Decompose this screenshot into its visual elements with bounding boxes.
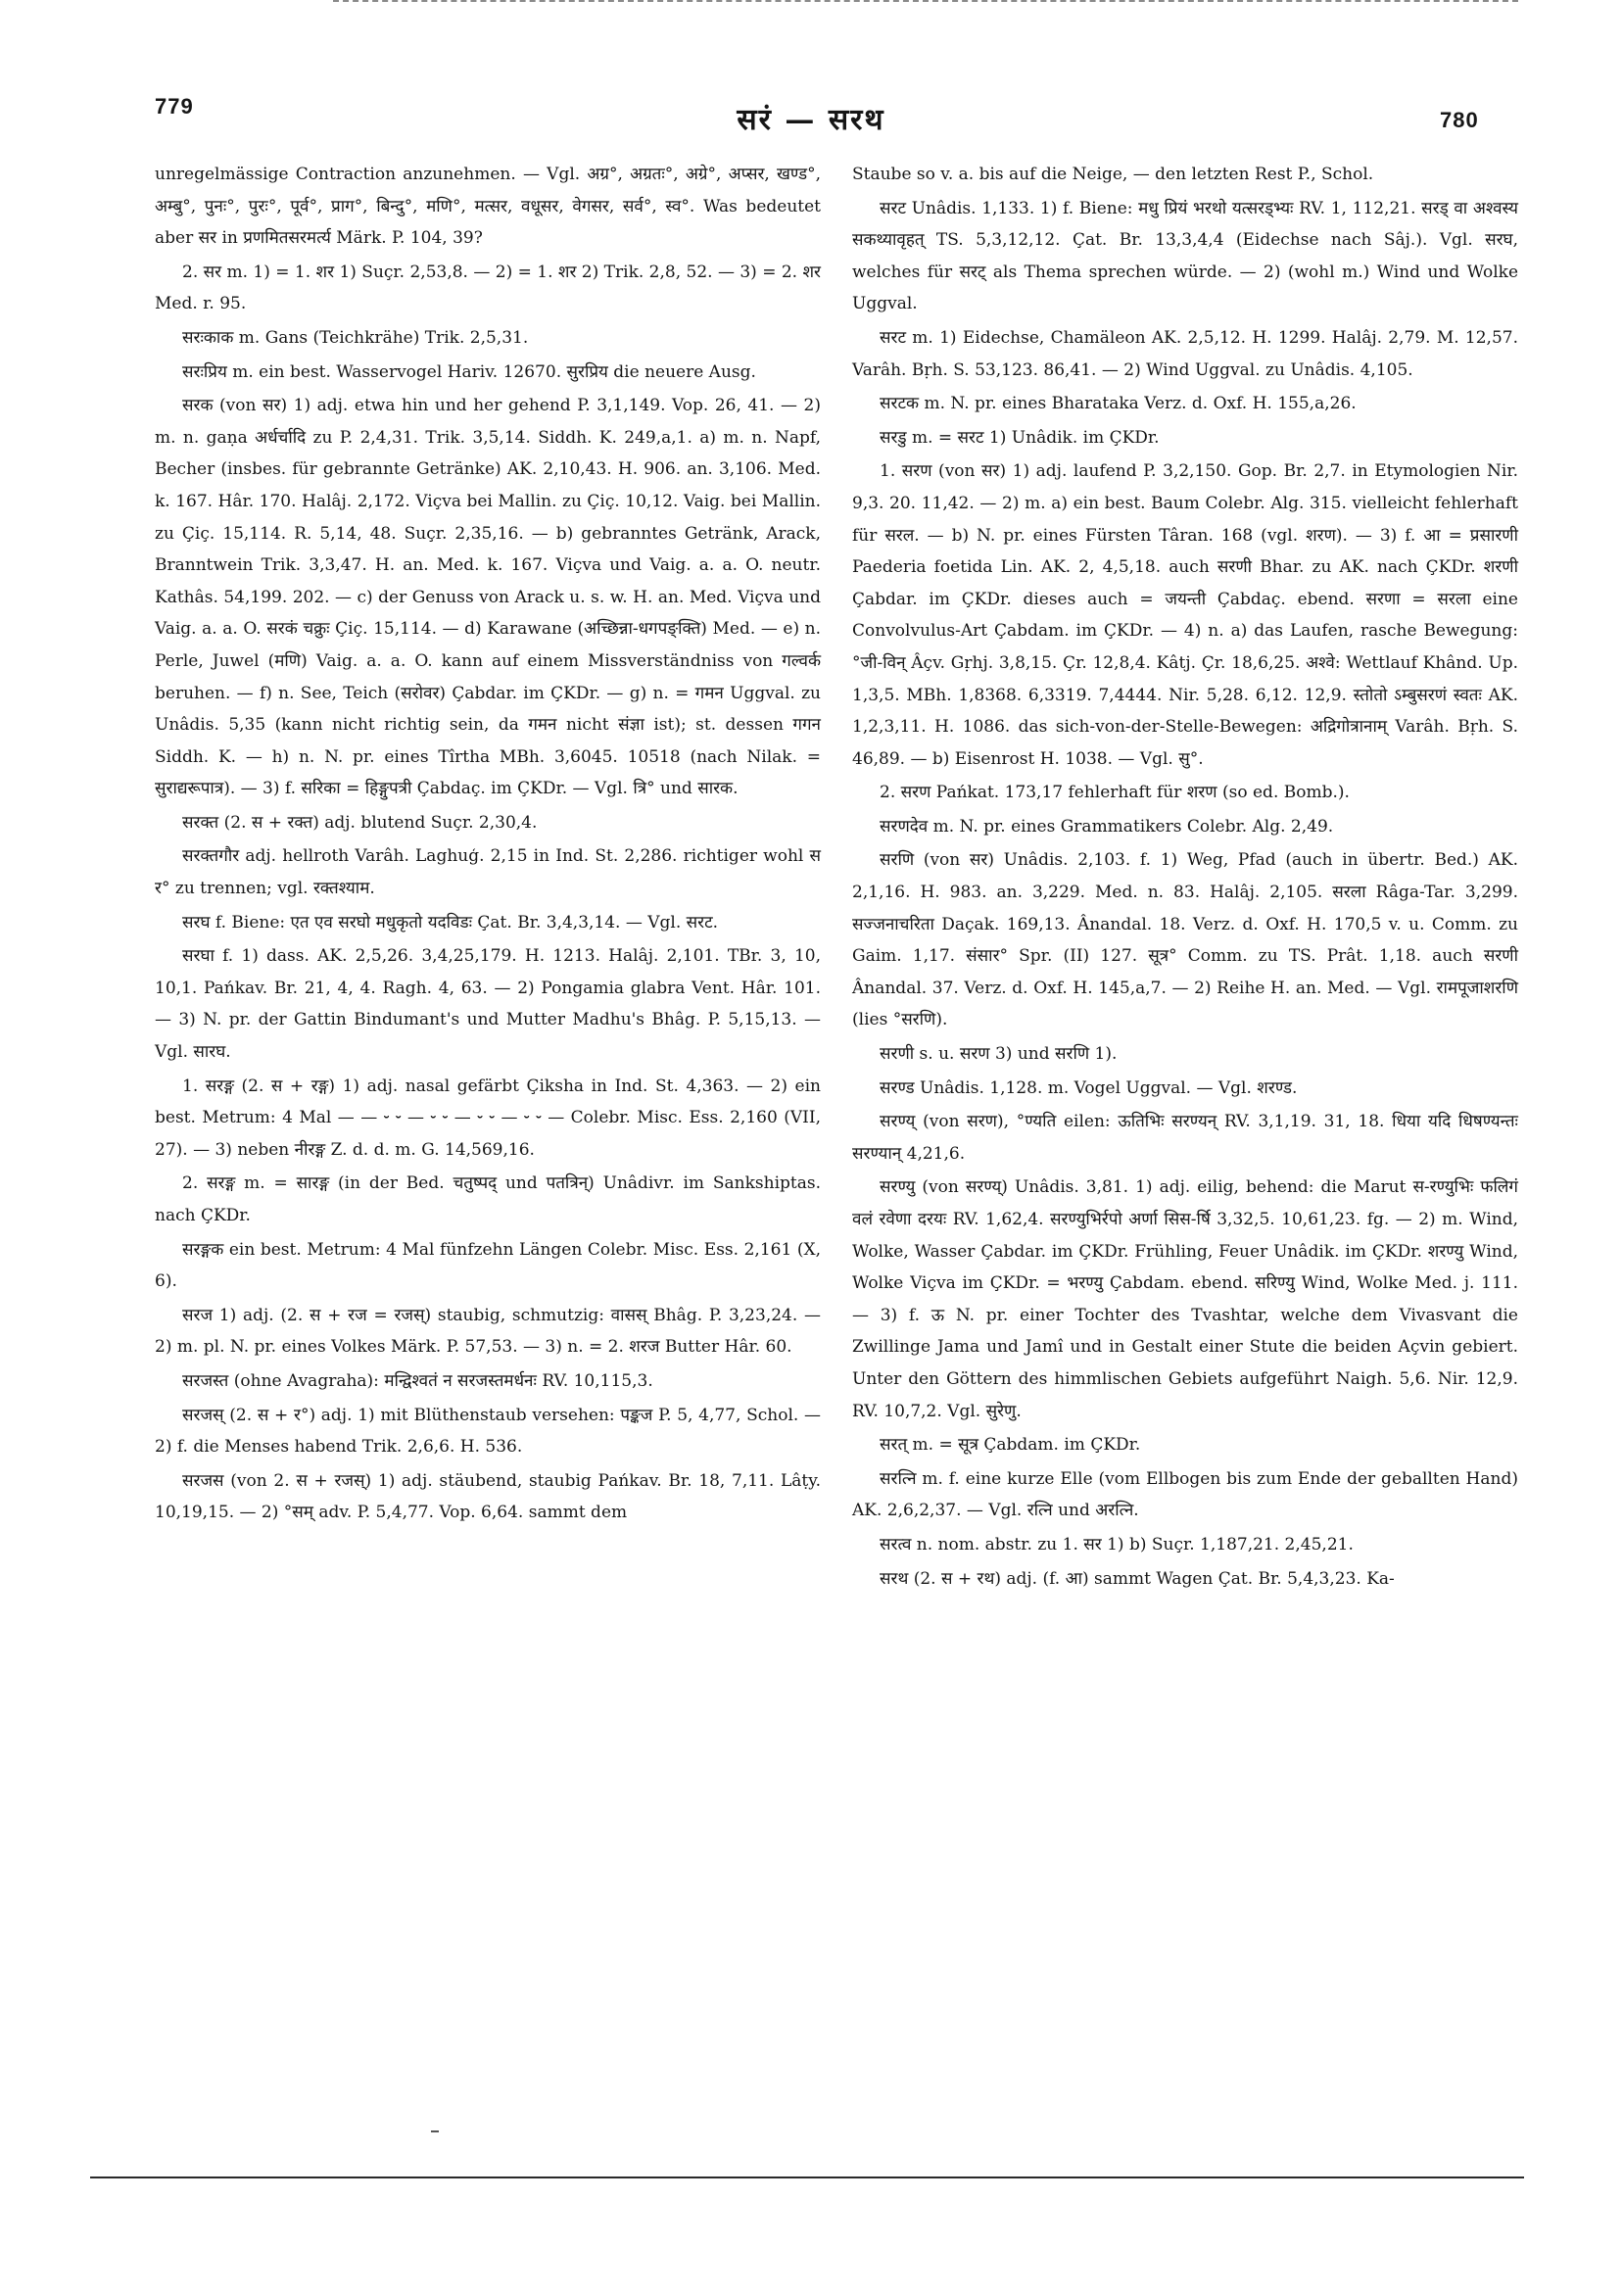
page-header bbox=[0, 90, 1622, 137]
entry-paragraph: Staube so v. a. bis auf die Neige, — den letzten Rest P., Schol. bbox=[852, 165, 1374, 184]
entry-paragraph: सरक्तगौर adj. hellroth Varâh. Laghuģ. 2,15 in Ind. St. 2,286. richtiger wohl स र° zu trennen; vgl. रक्तश्याम. bbox=[155, 846, 821, 899]
entry-paragraph: सरण्यु (von सरण्य्) Unâdis. 3,81. 1) adj. eilig, behend: die Marut स-रण्युभिः फलिगं वलं रवेणा दरयः RV. 1,62,4. सरण्युभिर्रपो अर्णा सिस-र्षि 3,32,5. 10,61,23. fg. — 2) m. Wind, Wolke, Wasser Çabdar. im ÇKDr. Frühling, Feuer Unâdik. im ÇKDr. शरण्यु Wind, Wolke Viçva im ÇKDr. = भरण्यु Çabdam. ebend. सरिण्यु Wind, Wolke Med. j. 111. — 3) f. ऊ N. pr. einer Tochter des Tvashtar, welche dem Vivasvant die Zwillinge Jama und Jamî und in Gestalt einer Stute die beiden Açvin gebiert. Unter den Göttern des himmlischen Gebiets aufgeführt Naigh. 5,6. Nir. 12,9. RV. 10,7,2. Vgl. सुरेणु. bbox=[852, 1177, 1518, 1421]
entry-paragraph: सरणी s. u. सरण 3) und सरणि 1). bbox=[880, 1044, 1118, 1065]
entry-paragraph: 1. सरङ्ग (2. स + रङ्ग) 1) adj. nasal gefärbt Çiksha in Ind. St. 4,363. — 2) ein best. Metrum: 4 Mal — — ⏑ ⏑ — ⏑ ⏑ — ⏑ ⏑ — ⏑ ⏑ — Colebr. Misc. Ess. 2,160 (VII, 27). — 3) neben नीरङ्ग Z. d. d. m. G. 14,569,16. bbox=[155, 1076, 821, 1160]
entry-paragraph: सरत् m. = सूत्र Çabdam. im ÇKDr. bbox=[880, 1435, 1141, 1456]
entry-paragraph: सरजस (von 2. स + रजस्) 1) adj. stäubend, staubig Pańkav. Br. 18, 7,11. Lâṭy. 10,19,15. — 2) °सम् adv. P. 5,4,77. Vop. 6,64. sammt dem bbox=[155, 1470, 821, 1523]
entry-paragraph: सरथ (2. स + रथ) adj. (f. आ) sammt Wagen Çat. Br. 5,4,3,23. Ka- bbox=[880, 1568, 1395, 1589]
entry-paragraph: सरण्ड Unâdis. 1,128. m. Vogel Uggval. — Vgl. शरण्ड. bbox=[880, 1077, 1298, 1098]
left-column bbox=[155, 159, 821, 1531]
entry-paragraph: सरघा f. 1) dass. AK. 2,5,26. 3,4,25,179. H. 1213. Halâj. 2,101. TBr. 3, 10, 10,1. Pańkav. Br. 21, 4, 4. Ragh. 4, 63. — 2) Pongamia glabra Vent. Hâr. 101. — 3) N. pr. der Gattin Bindumant's und Mutter Madhu's Bhâg. P. 5,15,13. — Vgl. सारघ. bbox=[155, 946, 821, 1063]
entry-paragraph: सरजस्त (ohne Avagraha): मन्द्विश्वतं न सरजस्तमर्धनः RV. 10,115,3. bbox=[182, 1370, 653, 1391]
scan-top-edge bbox=[333, 0, 1518, 8]
entry-paragraph: सरटक m. N. pr. eines Bharataka Verz. d. Oxf. H. 155,a,26. bbox=[880, 394, 1357, 414]
entry-paragraph: सरज 1) adj. (2. स + रज = रजस्) staubig, schmutzig: वासस् Bhâg. P. 3,23,24. — 2) m. pl. N. pr. eines Volkes Märk. P. 57,53. — 3) n. = 2. शरज Butter Hâr. 60. bbox=[155, 1305, 821, 1358]
entry-paragraph: सरःप्रिय m. ein best. Wasservogel Hariv. 12670. सुरप्रिय die neuere Ausg. bbox=[182, 361, 756, 382]
running-title: सरं — सरथ bbox=[737, 103, 885, 137]
entry-paragraph: सरणदेव m. N. pr. eines Grammatikers Colebr. Alg. 2,49. bbox=[880, 816, 1334, 837]
right-page-number: 780 bbox=[1440, 108, 1479, 132]
entry-paragraph: सरक्त (2. स + रक्त) adj. blutend Suçr. 2,30,4. bbox=[182, 812, 538, 833]
entry-paragraph: सरङ्गक ein best. Metrum: 4 Mal fünfzehn Längen Colebr. Misc. Ess. 2,161 (X, 6). bbox=[155, 1239, 821, 1292]
scan-mark bbox=[431, 2130, 439, 2132]
entry-paragraph: सरक (von सर) 1) adj. etwa hin und her gehend P. 3,1,149. Vop. 26, 41. — 2) m. n. gaṇa अर्धर्चादि zu P. 2,4,31. Trik. 3,5,14. Siddh. K. 249,a,1. a) m. n. Napf, Becher (insbes. für gebrannte Getränke) AK. 2,10,43. H. 906. an. 3,106. Med. k. 167. Hâr. 170. Halâj. 2,172. Viçva bei Mallin. zu Çiç. 10,12. Vaig. bei Mallin. zu Çiç. 15,114. R. 5,14, 48. Suçr. 2,35,16. — b) gebranntes Getränk, Arack, Branntwein Trik. 3,3,47. H. an. Med. k. 167. Viçva und Vaig. a. a. O. neutr. Kathâs. 54,199. 202. — c) der Genuss von Arack u. s. w. H. an. Med. Viçva und Vaig. a. a. O. सरकं चक्रुः Çiç. 15,114. — d) Karawane (अच्छिन्ना-धगपङ्क्ति) Med. — e) n. Perle, Juwel (मणि) Vaig. a. a. O. kann auf einem Missverständniss von गल्वर्क beruhen. — f) n. See, Teich (सरोवर) Çabdar. im ÇKDr. — g) n. = गमन Uggval. zu Unâdis. 5,35 (kann nicht richtig sein, da गमन nicht संज्ञा ist); st. dessen गगन Siddh. K. — h) n. N. pr. eines Tîrtha MBh. 3,6045. 10518 (nach Nilak. = सुराद्यरूपात्र). — 3) f. सरिका = हिङ्गुपत्री Çabdaç. im ÇKDr. — Vgl. त्रि° und सारक. bbox=[155, 396, 821, 799]
entry-paragraph: 2. सरङ्ग m. = सारङ्ग (in der Bed. चतुष्पद् und पतत्रिन्) Unâdivr. im Sankshiptas. nach ÇKDr. bbox=[155, 1173, 821, 1225]
entry-paragraph: सरःकाक m. Gans (Teichkrähe) Trik. 2,5,31. bbox=[182, 327, 529, 348]
entry-paragraph: सरजस् (2. स + र°) adj. 1) mit Blüthenstaub versehen: पङ्कज P. 5, 4,77, Schol. — 2) f. die Menses habend Trik. 2,6,6. H. 536. bbox=[155, 1405, 821, 1458]
entry-paragraph: सरत्व n. nom. abstr. zu 1. सर 1) b) Suçr. 1,187,21. 2,45,21. bbox=[880, 1534, 1354, 1555]
entry-paragraph: सरट Unâdis. 1,133. 1) f. Biene: मधु प्रियं भरथो यत्सरड्भ्यः RV. 1, 112,21. सरड् वा अश्वस्य सकथ्यावृहत् TS. 5,3,12,12. Çat. Br. 13,3,4,4 (Eidechse nach Sâj.). Vgl. सरघ, welches für सरट् als Thema sprechen würde. — 2) (wohl m.) Wind und Wolke Uggval. bbox=[852, 198, 1518, 314]
entry-paragraph: 2. सरण Pańkat. 173,17 fehlerhaft für शरण (so ed. Bomb.). bbox=[880, 783, 1350, 803]
entry-paragraph: सरडु m. = सरट 1) Unâdik. im ÇKDr. bbox=[880, 427, 1160, 448]
entry-paragraph: सरत्नि m. f. eine kurze Elle (vom Ellbogen bis zum Ende der geballten Hand) AK. 2,6,2,37. — Vgl. रत्नि und अरत्नि. bbox=[852, 1468, 1518, 1521]
entry-paragraph: सरघ f. Biene: एत एव सरघो मधुकृतो यदविडः Çat. Br. 3,4,3,14. — Vgl. सरट. bbox=[182, 912, 719, 933]
right-column bbox=[852, 159, 1518, 1597]
entry-paragraph: unregelmässige Contraction anzunehmen. — Vgl. अग्र°, अग्रतः°, अग्रे°, अप्सर, खण्ड°, अम्बु°, पुनः°, पुरः°, पूर्व°, प्राग°, बिन्दु°, मणि°, मत्सर, वधूसर, वेगसर, सर्व°, स्व°. Was bedeutet aber सर in प्रणमितसरमर्त्य Märk. P. 104, 39? bbox=[155, 165, 821, 249]
entry-paragraph: 1. सरण (von सर) 1) adj. laufend P. 3,2,150. Gop. Br. 2,7. in Etymologien Nir. 9,3. 20. 11,42. — 2) m. a) ein best. Baum Colebr. Alg. 315. vielleicht fehlerhaft für सरल. — b) N. pr. eines Fürsten Târan. 168 (vgl. शरण). — 3) f. आ = प्रसारणी Paederia foetida Lin. AK. 2, 4,5,18. auch सरणी Bhar. zu AK. nach ÇKDr. शरणी Çabdar. im ÇKDr. dieses auch = जयन्ती Çabdaç. ebend. सरणा = सरला eine Convolvulus-Art Çabdam. im ÇKDr. — 4) n. a) das Laufen, rasche Bewegung: °जी-विन् Âçv. Gṛhj. 3,8,15. Çr. 12,8,4. Kâtj. Çr. 18,6,25. अश्वे: Wettlauf Khând. Up. 1,3,5. MBh. 1,8368. 6,3319. 7,4444. Nir. 5,28. 6,12. 12,9. स्तोतो ऽम्बुसरणं स्वतः AK. 1,2,3,11. H. 1086. das sich-von-der-Stelle-Bewegen: अद्रिगोत्रानाम् Varâh. Bṛh. S. 46,89. — b) Eisenrost H. 1038. — Vgl. सु°. bbox=[852, 461, 1518, 769]
entry-paragraph: 2. सर m. 1) = 1. शर 1) Suçr. 2,53,8. — 2) = 1. शर 2) Trik. 2,8, 52. — 3) = 2. शर Med. r. 95. bbox=[155, 262, 821, 314]
bottom-rule bbox=[90, 2176, 1524, 2178]
entry-paragraph: सरण्य् (von सरण), °ण्यति eilen: ऊतिभिः सरण्यन् RV. 3,1,19. 31, 18. धिया यदि धिषण्यन्तः सरण्यान् 4,21,6. bbox=[852, 1112, 1518, 1164]
entry-paragraph: सरणि (von सर) Unâdis. 2,103. f. 1) Weg, Pfad (auch in übertr. Bed.) AK. 2,1,16. H. 983. an. 3,229. Med. n. 83. Halâj. 2,105. सरला Râga-Tar. 3,299. सज्जनाचरिता Daçak. 169,13. Ânandal. 18. Verz. d. Oxf. H. 170,5 v. u. Comm. zu Gaim. 1,17. संसार° Spr. (II) 127. सूत्र° Comm. zu TS. Prât. 1,18. auch सरणी Ânandal. 37. Verz. d. Oxf. H. 145,a,7. — 2) Reihe H. an. Med. — Vgl. रामपूजाशरणि (lies °सरणि). bbox=[852, 850, 1518, 1030]
left-page-number: 779 bbox=[155, 94, 194, 119]
entry-paragraph: सरट m. 1) Eidechse, Chamäleon AK. 2,5,12. H. 1299. Halâj. 2,79. M. 12,57. Varâh. Bṛh. S. 53,123. 86,41. — 2) Wind Uggval. zu Unâdis. 4,105. bbox=[852, 327, 1518, 380]
